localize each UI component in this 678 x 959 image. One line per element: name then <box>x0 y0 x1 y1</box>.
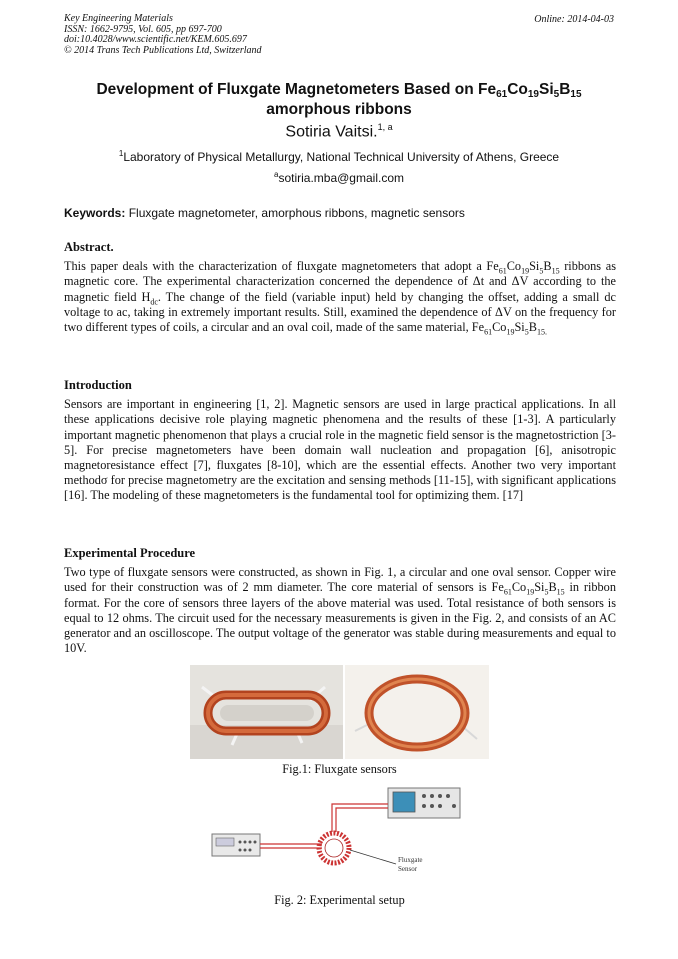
author: Sotiria Vaitsi.$^{1, a}$ <box>285 122 393 141</box>
figure-1 <box>190 665 489 759</box>
introduction-section <box>64 378 616 504</box>
abstract-heading: Abstract. <box>64 240 114 254</box>
copyright: © 2014 Trans Tech Publications Ltd, Switzerland <box>64 44 262 56</box>
oval-sensor-photo <box>190 665 343 759</box>
ac-generator-icon <box>212 834 260 856</box>
affiliation: $^1$Laboratory of Physical Metallurgy, National Technical University of Athens, Greece <box>118 149 560 164</box>
sensor-label-line1: Fluxgate <box>398 856 423 864</box>
figure-2-caption: Fig. 2: Experimental setup <box>274 893 405 907</box>
experimental-section <box>64 546 616 656</box>
figure-2 <box>210 782 470 882</box>
introduction-text: Sensors are important in engineering [1, 2]. Magnetic sensors are used in large practical applications. In all these applications decisive role playing magnetic phenomena and the results of these [1-3]. A particularly important magnetic phenomenon that plays a crucial role in the magnetic field sensor is the magnetostriction [3-5]. For precise magnetometers have been domain wall nucleation and propagation [6], anisotropic magnetoresistance effect [7], fluxgates [8-10], which are the essential effects. Another two very important methodσ for precise magnetometry are the excitation and sensing methods [11-15], with significant applications [16]. The modeling of these magnetometers is the fundamental tool for optimizing them. [17] <box>64 397 616 503</box>
introduction-heading: Introduction <box>64 378 132 392</box>
paper-title: Development of Fluxgate Magnetometers Based on $Fe_{61}Co_{19}Si_5B_{15}$ amorphous ribbons <box>96 81 582 118</box>
journal-header <box>64 14 262 56</box>
abstract-section <box>64 240 616 335</box>
journal-name: Key Engineering Materials <box>64 13 173 24</box>
toroid-sensor-icon <box>319 833 349 863</box>
abstract-text: This paper deals with the characterization of fluxgate magnetometers that adopt a $Fe_{61}Co_{19}Si_5B_{15}$ ribbons as magnetic core. The experimental characterization concerned the dependence of Δt and ΔV according to the magnetic field $H_{dc}$. The change of the field (variable input) held by changing the offset, adding a small dc voltage to ac, taking in extremely important results. Still, examined the dependence of ΔV on the frequency for two different types of coils, a circular and an oval coil, made of the same material, $Fe_{61}Co_{19}Si_5B_{15.}$ <box>64 259 616 337</box>
keywords-label: Keywords: <box>64 206 126 220</box>
experimental-heading: Experimental Procedure <box>64 546 196 560</box>
doi: doi:10.4028/www.scientific.net/KEM.605.697 <box>64 34 247 45</box>
experimental-text: Two type of fluxgate sensors were constructed, as shown in Fig. 1, a circular and one oval sensor. Copper wire used for their construction was of 2 mm diameter. The core material of sensors is $Fe_{61}Co_{19}Si_5B_{15}$ in ribbon format. For the core of sensors three layers of the above material was used. Total resistance of both sensors is equal to 12 ohms. The circuit used for the necessary measurements is given in the Fig. 2, and consists of an AC generator and an oscilloscope. The output voltage of the generator was stable during measurements and equal to 10V. <box>64 565 616 656</box>
paper-title-line2: amorphous ribbons <box>266 101 412 118</box>
circular-sensor-photo <box>345 665 489 759</box>
issn: ISSN: 1662-9795, Vol. 605, pp 697-700 <box>64 23 222 35</box>
online-date: Online: 2014-04-03 <box>534 14 614 25</box>
keywords-text: Fluxgate magnetometer, amorphous ribbons, magnetic sensors <box>125 206 465 220</box>
keywords <box>64 206 616 220</box>
figure-1-caption: Fig.1: Fluxgate sensors <box>282 762 397 776</box>
author-email: $^a$sotiria.mba@gmail.com <box>273 170 404 185</box>
oscilloscope-icon <box>388 788 460 818</box>
sensor-label-line2: Sensor <box>398 865 418 873</box>
